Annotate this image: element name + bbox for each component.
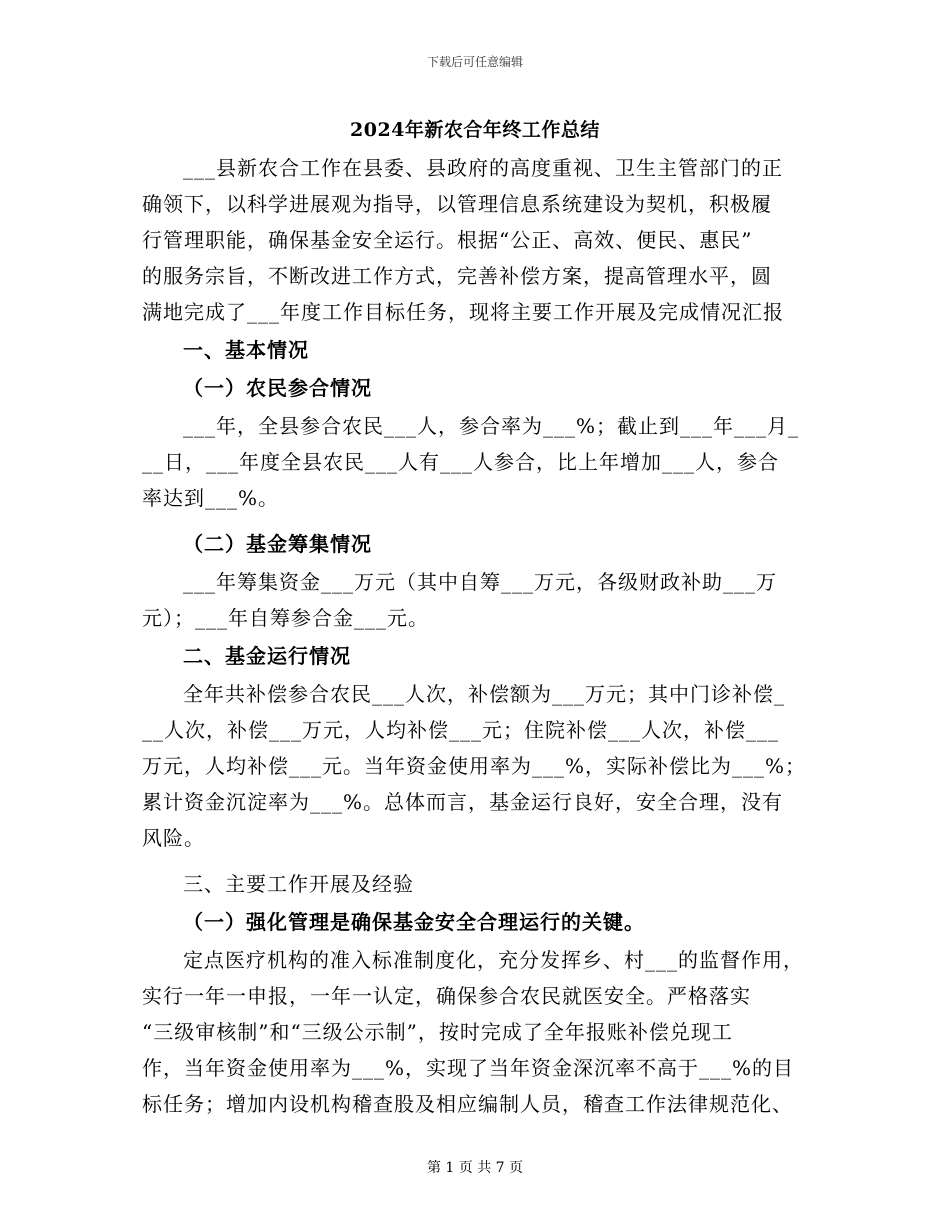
paragraph-line: 万元，人均补偿___元。当年资金使用率为___%，实际补偿比为___%； <box>142 754 807 778</box>
paragraph-line: 标任务；增加内设机构稽查股及相应编制人员，稽查工作法律规范化、 <box>142 1092 793 1116</box>
subsection-heading-participation: （一）农民参合情况 <box>183 376 372 400</box>
section-heading-basic: 一、基本情况 <box>183 338 309 362</box>
paragraph-line: 全年共补偿参合农民___人次，补偿额为___万元；其中门诊补偿_ <box>183 682 785 706</box>
page-header-note: 下载后可任意编辑 <box>426 55 523 69</box>
paragraph-line: “三级审核制”和“三级公示制”，按时完成了全年报账补偿兑现工 <box>142 1020 733 1044</box>
paragraph-line: ___年筹集资金___万元（其中自筹___万元，各级财政补助___万 <box>183 570 777 594</box>
intro-line: 的服务宗旨，不断改进工作方式，完善补偿方案，提高管理水平，圆 <box>142 264 772 288</box>
intro-line: ___县新农合工作在县委、县政府的高度重视、卫生主管部门的正 <box>183 156 783 180</box>
intro-line: 行管理职能，确保基金安全运行。根据“公正、高效、便民、惠民” <box>142 228 753 252</box>
intro-line: 确领下，以科学进展观为指导，以管理信息系统建设为契机，积极履 <box>142 192 772 216</box>
paragraph-line: 作，当年资金使用率为___%，实现了当年资金深沉率不高于___%的目 <box>142 1056 795 1080</box>
document-body <box>142 150 822 1122</box>
paragraph-line: 实行一年一申报，一年一认定，确保参合农民就医安全。严格落实 <box>142 984 751 1008</box>
paragraph-line: 定点医疗机构的准入标准制度化，充分发挥乡、村___的监督作用， <box>183 948 804 972</box>
paragraph-line: 率达到___%。 <box>142 486 280 510</box>
document-title: 2024年新农合年终工作总结 <box>350 119 600 141</box>
page-number-footer: 第 1 页 共 7 页 <box>426 1160 524 1176</box>
paragraph-line: 元）；___年自筹参合金___元。 <box>142 606 429 630</box>
subsection-heading-management: （一）强化管理是确保基金安全合理运行的关键。 <box>183 910 645 934</box>
paragraph-line: __日，___年度全县农民___人有___人参合，比上年增加___人，参合 <box>142 450 779 474</box>
paragraph-line: 风险。 <box>142 826 205 850</box>
paragraph-line: 累计资金沉淀率为___%。总体而言，基金运行良好，安全合理，没有 <box>142 790 784 814</box>
section-heading-main-work: 三、主要工作开展及经验 <box>183 872 414 896</box>
paragraph-line: ___年，全县参合农民___人，参合率为___%；截止到___年___月_ <box>183 414 800 438</box>
paragraph-line: __人次，补偿___万元，人均补偿___元；住院补偿___人次，补偿___ <box>142 718 779 742</box>
subsection-heading-fund-raising: （二）基金筹集情况 <box>183 532 372 556</box>
intro-line: 满地完成了___年度工作目标任务，现将主要工作开展及完成情况汇报 <box>142 300 784 324</box>
section-heading-fund-operation: 二、基金运行情况 <box>183 644 351 668</box>
